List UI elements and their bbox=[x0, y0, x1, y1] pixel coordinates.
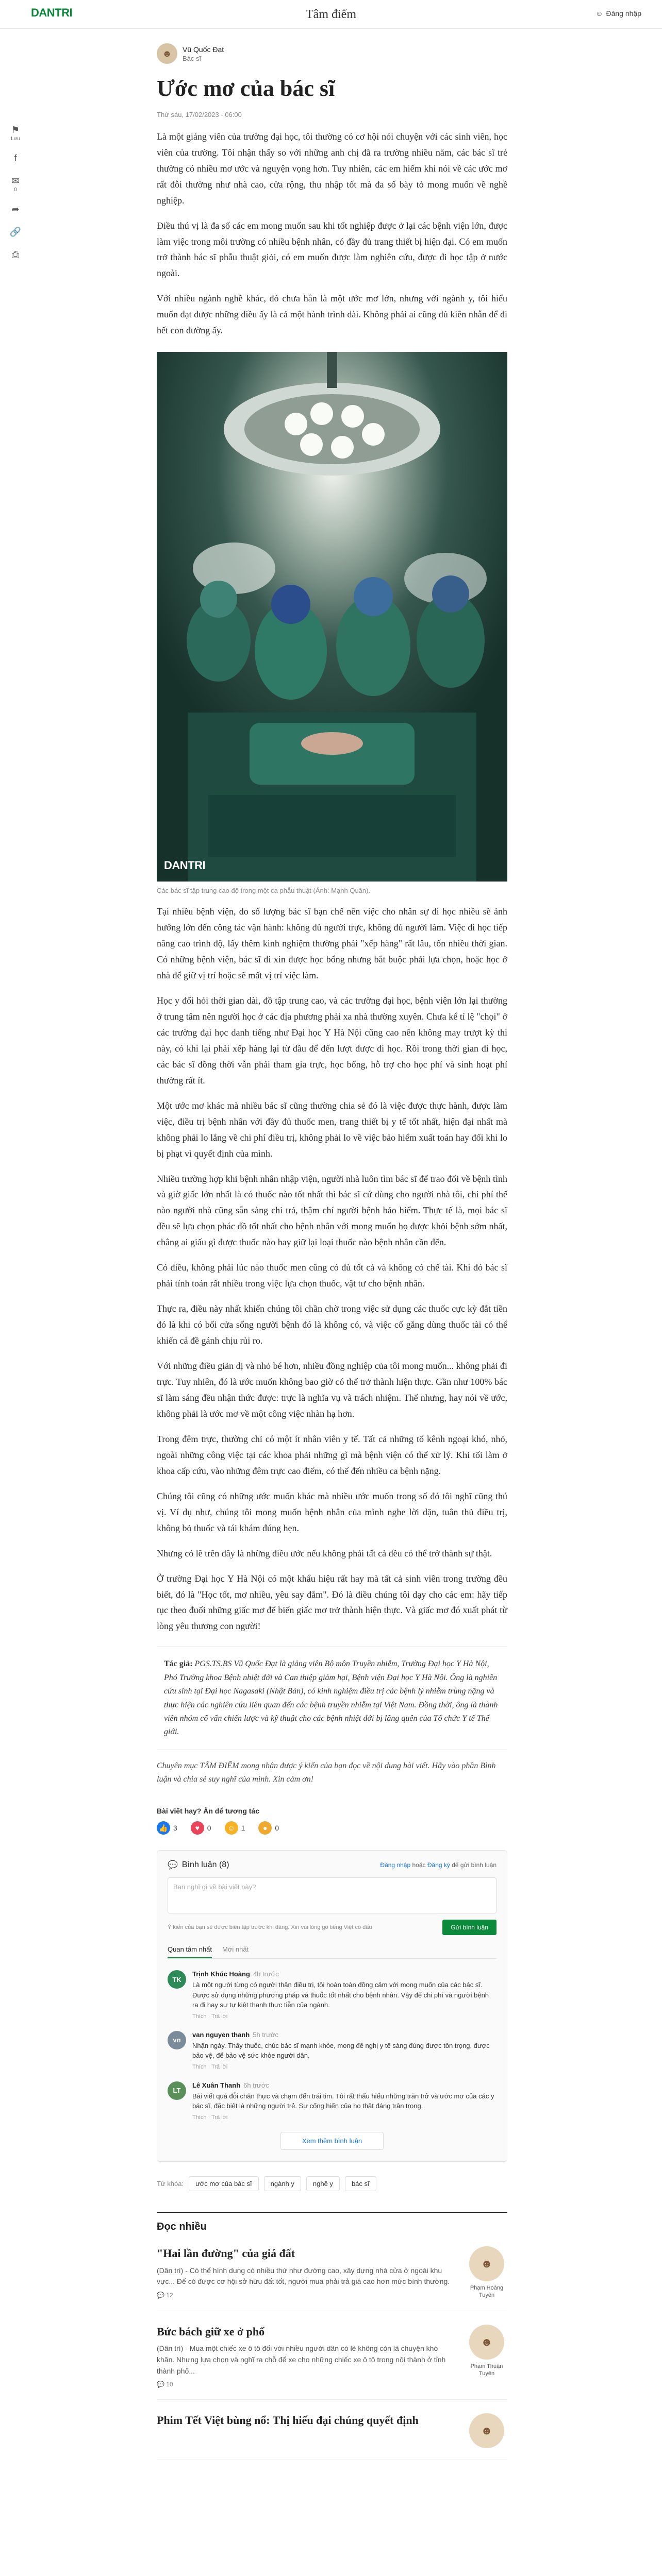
related-article[interactable] bbox=[157, 2413, 507, 2460]
comment-item bbox=[168, 2081, 496, 2121]
haha-icon: ☺ bbox=[225, 1821, 238, 1835]
comment-text: Nhận ngày. Thấy thuốc, chúc bác sĩ mạnh khỏe, mong đề nghị y tế sàng đúng được tôn trọng, được bảo vệ, để bảo vệ sức khỏe người dân. bbox=[192, 2041, 490, 2060]
comment-note: Ý kiến của bạn sẽ được biên tập trước khi đăng. Xin vui lòng gõ tiếng Việt có dấu bbox=[168, 1924, 372, 1931]
commenter-name-text: Trịnh Khúc Hoàng bbox=[192, 1970, 250, 1978]
like-count: 3 bbox=[173, 1824, 177, 1833]
facebook-share-button[interactable] bbox=[9, 152, 22, 164]
related-title[interactable]: Bức bách giữ xe ở phố bbox=[157, 2325, 265, 2338]
print-button[interactable] bbox=[9, 248, 22, 261]
closing-note: Chuyên mục TÂM ĐIỂM mong nhận được ý kiến của bạn đọc về nội dung bài viết. Hãy vào phần Bình luận và chia sẻ suy nghĩ của mình. Xin cảm ơn! bbox=[157, 1761, 496, 1784]
tag-item[interactable]: nghề y bbox=[306, 2176, 340, 2191]
tab-newest[interactable]: Mới nhất bbox=[222, 1945, 249, 1954]
share-icon: ➦ bbox=[11, 204, 20, 214]
like-reaction[interactable] bbox=[157, 1821, 177, 1835]
copy-link-button[interactable] bbox=[9, 226, 22, 238]
like-icon: 👍 bbox=[157, 1821, 170, 1835]
wow-icon: ● bbox=[258, 1821, 272, 1835]
commenter-name-text: van nguyen thanh bbox=[192, 2030, 250, 2039]
author-avatar: ☻ bbox=[157, 43, 177, 64]
or-text: hoặc bbox=[412, 1861, 426, 1869]
tags-label: Từ khóa: bbox=[157, 2179, 184, 2188]
comment-input[interactable]: Bạn nghĩ gì về bài viết này? bbox=[168, 1877, 496, 1913]
print-icon: ⎙ bbox=[11, 249, 20, 260]
heart-reaction[interactable] bbox=[191, 1821, 211, 1835]
tag-item[interactable]: ước mơ của bác sĩ bbox=[189, 2176, 259, 2191]
haha-reaction[interactable] bbox=[225, 1821, 245, 1835]
related-count-text: 12 bbox=[166, 2291, 173, 2299]
comments-register-link[interactable]: Đăng ký bbox=[427, 1861, 450, 1869]
article-paragraph: Tại nhiều bệnh viện, do số lượng bác sĩ bạn chế nên việc cho nhân sự đi học nhiều sẽ ảnh hưởng lớn đến công tác vận hành: không đủ người trực, không đủ người làm. Việc đi học tiếp nâng cao trình độ, lấy thêm kinh nghiệm thường phải "xếp hàng" rất lâu, tốn nhiều thời gian. Có những bệnh viện, bác sĩ đi xin được học bổng nhưng bắt buộc phải lựa chọn, hoặc học ở nhà để giữ vị trí hoặc sẽ mất vị trí việc làm. bbox=[157, 906, 507, 981]
related-sapo: (Dân trí) - Mua một chiếc xe ô tô đối với nhiều người dân có lẽ không còn là chuyện khó khăn. Nhưng lựa chọn và nghĩ ra chỗ để xe cho những chiếc xe ô tô trong nội thành ở tỉnh thành phố... bbox=[157, 2344, 446, 2375]
login-label: Đăng nhập bbox=[606, 9, 641, 18]
comment-time: 5h trước bbox=[253, 2030, 278, 2039]
related-comment-count: 💬 10 bbox=[157, 2381, 173, 2388]
article-paragraph: Nhiều trường hợp khi bệnh nhân nhập viện, người nhà luôn tìm bác sĩ để trao đổi về bệnh tình và giờ giấc lớn nhất là có thuốc nào tốt nhất thì bác sĩ cứ dùng cho người nhà tôi, chi phí thế nào người nhà cũng sẵn sàng chi trả, thậm chí người bệnh bảo hiểm. Thực tế là, mọi bác sĩ đều sẽ lựa chọn phác đồ tốt nhất cho bệnh nhân với mong muốn họ được khỏi bệnh sớm nhất, chẳng ai giấu gì được thuốc nào hay giữ lại loại thuốc nào bệnh nhân cần đến. bbox=[157, 1173, 507, 1248]
comment-note-row bbox=[168, 1920, 496, 1935]
comments-auth bbox=[380, 1861, 496, 1869]
wow-count: 0 bbox=[275, 1824, 279, 1833]
publish-time: Thứ sáu, 17/02/2023 - 06:00 bbox=[157, 110, 242, 118]
related-article[interactable] bbox=[157, 2325, 507, 2400]
tag-item[interactable]: ngành y bbox=[264, 2176, 301, 2191]
wow-reaction[interactable] bbox=[258, 1821, 279, 1835]
comment-icon: ✉ bbox=[11, 175, 20, 186]
article-paragraph: Với nhiều ngành nghề khác, đó chưa hẳn là một ước mơ lớn, nhưng với ngành y, tôi hiểu muốn đạt được những điều ấy là cả một hành trình dài. Không phải ai cũng đủ kiên nhẫn để đi hết con đường ấy. bbox=[157, 293, 507, 336]
article-paragraph: Nhưng có lẽ trên đây là những điều ước nếu không phải tất cả đều có thể trở thành sự thật. bbox=[157, 1548, 492, 1558]
share-count: 0 bbox=[14, 187, 17, 193]
tag-list bbox=[157, 2176, 507, 2191]
related-sapo: (Dân trí) - Có thể hình dung có nhiều thứ như đường cao, xây dựng nhà cửa ở ngoài khu vực... Để có được cơ hội sở hữu đất tốt, người mua phải trả giá cao hơn mức bình thường. bbox=[157, 2266, 450, 2286]
related-author[interactable] bbox=[466, 2325, 507, 2388]
author-name[interactable]: Vũ Quốc Đạt bbox=[183, 45, 224, 54]
section-title[interactable]: Tâm điểm bbox=[306, 8, 356, 21]
user-icon: ☺ bbox=[595, 9, 603, 18]
author-bio-label: Tác giả: bbox=[164, 1659, 193, 1669]
article-paragraph: Ở trường Đại học Y Hà Nội có một khẩu hiệu rất hay mà tất cả sinh viên trong trường đều biết, đó là "Học tốt, mơ nhiều, yêu say đắm". Đó là điều chúng tôi dạy cho các em: hãy tiếp tục theo đuổi những giấc mơ để biến giấc mơ trở thành hiện thực. Và giấc mơ đó xuất phát từ lòng yêu thương con người! bbox=[157, 1573, 507, 1632]
article-paragraph: Với những điều giản dị và nhỏ bé hơn, nhiều đồng nghiệp của tôi mong muốn... không phải đi trực. Tuy nhiên, đó là ước muốn không bao giờ có thể trở thành hiện thực. Gần như 100% bác sĩ làm sáng đều nhận thức được: trực là nghĩa vụ và trách nhiệm. Thế nhưng, hay nói về ước, không phải là ước mơ về một công việc nhàn hạ hơn. bbox=[157, 1361, 507, 1419]
comment-time: 4h trước bbox=[253, 1970, 279, 1978]
most-read-title: Đọc nhiều bbox=[157, 2212, 507, 2233]
comment-actions[interactable]: Thích · Trả lời bbox=[192, 2063, 228, 2070]
haha-count: 1 bbox=[241, 1824, 245, 1833]
tag-item[interactable]: bác sĩ bbox=[345, 2176, 376, 2191]
comment-icon: 💬 bbox=[168, 1861, 178, 1870]
commenter-name bbox=[192, 1970, 496, 1978]
related-author-name: Phạm Hoàng Tuyên bbox=[470, 2284, 504, 2299]
related-count-text: 10 bbox=[166, 2381, 173, 2388]
tab-most-interested[interactable]: Quan tâm nhất bbox=[168, 1945, 212, 1958]
reactions-bar bbox=[157, 1821, 507, 1835]
article-paragraph: Là một giảng viên của trường đại học, tôi thường có cơ hội nói chuyện với các sinh viên, học viên của trường. Tôi nhận thấy so với những anh chị đã ra trường nhiều năm, các bác sĩ trẻ thường có nhiều mơ ước và nguyện vọng hơn. Tuy nhiên, các em hiếm khi nói về các ước mơ rất đỗi thường như nhà cao, cửa rộng, thu nhập tốt mà đa số bày tỏ mong muốn về nghề nghiệp. bbox=[157, 131, 507, 206]
surgery-photo bbox=[157, 352, 507, 882]
avatar: ☻ bbox=[469, 2246, 504, 2281]
facebook-icon: f bbox=[14, 152, 17, 163]
comments-title bbox=[168, 1860, 229, 1870]
comment-time: 6h trước bbox=[243, 2081, 269, 2089]
comment-item bbox=[168, 2031, 496, 2070]
comments-header bbox=[168, 1860, 496, 1870]
reactions-title: Bài viết hay? Ấn để tương tác bbox=[157, 1807, 260, 1816]
submit-comment-button[interactable]: Gửi bình luận bbox=[442, 1920, 496, 1935]
related-author[interactable] bbox=[466, 2246, 507, 2299]
bookmark-icon: ⚑ bbox=[11, 124, 20, 135]
heart-count: 0 bbox=[207, 1824, 211, 1833]
comment-actions[interactable]: Thích · Trả lời bbox=[192, 2114, 228, 2121]
comment-item bbox=[168, 1970, 496, 2020]
article-title: Ước mơ của bác sĩ bbox=[157, 76, 335, 101]
comment-text: Bài viết quá đỗi chân thực và chạm đến trái tim. Tôi rất thấu hiểu những trăn trở và ước mơ của các y bác sĩ, đặc biệt là những người trẻ. Sự cống hiến của họ thật đáng trân trọng. bbox=[192, 2092, 494, 2110]
article-paragraph: Có điều, không phải lúc nào thuốc men cũng có đủ tốt cả và không có chế tài. Khi đó bác sĩ phải tính toán rất nhiều trong việc lựa chọn thuốc, vật tư cho bệnh nhân. bbox=[157, 1262, 507, 1289]
image-caption: Các bác sĩ tập trung cao độ trong một ca phẫu thuật (Ảnh: Mạnh Quân). bbox=[157, 887, 371, 895]
avatar: LT bbox=[168, 2081, 186, 2100]
commenter-name-text: Lê Xuân Thanh bbox=[192, 2081, 241, 2089]
save-button[interactable] bbox=[9, 124, 22, 142]
comment-text: Là một người từng có người thân điều trị, tôi hoàn toàn đồng cảm với mong muốn của các bác sĩ. Được sử dụng những phương pháp và thuốc tốt nhất cho bệnh nhân. Vậy để chi phí và người bệnh ra đi hay sự tự kiệt thanh thực tiễn của ngành. bbox=[192, 1981, 489, 2009]
related-title[interactable]: "Hai lần đường" của giá đất bbox=[157, 2246, 295, 2260]
comments-section bbox=[157, 1850, 507, 2162]
author-block[interactable] bbox=[157, 43, 507, 64]
avatar: ☻ bbox=[469, 2413, 504, 2448]
comment-button[interactable] bbox=[9, 175, 22, 193]
comment-actions[interactable]: Thích · Trả lời bbox=[192, 2013, 228, 2020]
more-comments-button[interactable]: Xem thêm bình luận bbox=[280, 2132, 384, 2150]
related-comment-count: 💬 12 bbox=[157, 2291, 173, 2299]
auth-suffix: để gửi bình luận bbox=[452, 1861, 496, 1869]
related-author[interactable] bbox=[466, 2413, 507, 2448]
article-paragraph: Chúng tôi cũng có những ước muốn khác mà nhiều ước muốn trong số đó tôi nghĩ cũng thú vị. Ví dụ như, chúng tôi mong muốn bệnh nhân của mình nghe lời dặn, tuân thủ điều trị, không bỏ thuốc và tái khám đúng hẹn. bbox=[157, 1490, 507, 1533]
article-paragraph: Một ước mơ khác mà nhiều bác sĩ cũng thường chia sẻ đó là việc được thực hành, được làm việc, điều trị bệnh nhân với đầy đủ thuốc men, trang thiết bị y tế tốt nhất, hiện đại nhất mà không phải lo lắng về chi phí điều trị, không phải lo về việc bảo hiểm xuất toán hay đối khi lo bị phạt vì quyết định của mình. bbox=[157, 1100, 507, 1159]
author-bio-text: PGS.TS.BS Vũ Quốc Đạt là giảng viên Bộ môn Truyền nhiễm, Trường Đại học Y Hà Nội, Phó Trưởng khoa Bệnh nhiệt đới và Can thiệp giảm hại, Bệnh viện Đại học Y Hà Nội. Ông là nghiên cứu sinh tại Đại học Nagasaki (Nhật Bản), có kinh nghiệm điều trị các bệnh lý nhiễm trùng nặng và thực hiện các nghiên cứu liên quan đến các bệnh truyền nhiễm tại Việt Nam. Đồng thời, ông là thành viên nhóm cố vấn chiến lược và kỹ thuật cho các bệnh nhiệt đới bị lãng quên của Tổ chức Y tế Thế giới. bbox=[164, 1659, 498, 1737]
image-watermark: DANTRI bbox=[164, 859, 206, 872]
avatar: TK bbox=[168, 1970, 186, 1989]
article-paragraph: Học y đối hỏi thời gian dài, đồ tập trung cao, và các trường đại học, bệnh viện lớn lại thường ở trung tâm nên người học ở các địa phương phải xa nhà thường xuyên. Chưa kể tỉ lệ "chọi" ở các trường đại học danh tiếng như Đại học Y Hà Nội cũng cao nên không may trượt kỳ thi này, có khi lại phải xếp hàng lại từ đầu để đến lượt được đi học. Rồi trong thời gian đi học, các bác sĩ đồng thời vẫn phải tham gia trực, học bổng, hỗ trợ cho học phí và sinh hoạt phí thường rất ít. bbox=[157, 995, 507, 1086]
avatar: ☻ bbox=[469, 2325, 504, 2360]
article-paragraph: Trong đêm trực, thường chỉ có một ít nhân viên y tế. Tất cả những tổ kênh ngoại khó, nhỏ, ngoài những công việc tại các khoa phải những gì mà bệnh viện có thể xử lý. Khi tối làm ở khoa cấp cứu, vào những đêm trực cao điểm, có thể đến nhiều ca bệnh nặng. bbox=[157, 1433, 507, 1476]
commenter-name bbox=[192, 2081, 496, 2089]
commenter-name bbox=[192, 2031, 496, 2039]
article-paragraph: Điều thú vị là đa số các em mong muốn sau khi tốt nghiệp được ở lại các bệnh viện lớn, được làm việc trong môi trường có nhiều bệnh nhân, có đầy đủ trang thiết bị hiện đại. Có em muốn trở thành bác sĩ phẫu thuật giỏi, có em muốn được làm nghiên cứu, được đi học tập ở nước ngoài. bbox=[157, 220, 507, 279]
heart-icon: ♥ bbox=[191, 1821, 204, 1835]
related-title[interactable]: Phim Tết Việt bùng nổ: Thị hiếu đại chúng quyết định bbox=[157, 2414, 419, 2427]
comment-tabs bbox=[168, 1945, 496, 1959]
author-role: Bác sĩ bbox=[183, 54, 202, 62]
comments-count: Bình luận (8) bbox=[181, 1860, 229, 1870]
top-bar bbox=[0, 0, 662, 29]
share-button[interactable] bbox=[9, 203, 22, 215]
author-bio bbox=[157, 1647, 507, 1750]
share-rail bbox=[7, 124, 24, 261]
hero-image[interactable] bbox=[157, 352, 507, 882]
comments-login-link[interactable]: Đăng nhập bbox=[380, 1861, 411, 1869]
avatar: vn bbox=[168, 2031, 186, 2049]
article bbox=[157, 36, 507, 2460]
link-icon: 🔗 bbox=[9, 226, 22, 237]
save-label: Lưu bbox=[11, 136, 20, 142]
related-article[interactable] bbox=[157, 2246, 507, 2311]
login-button[interactable] bbox=[595, 9, 641, 18]
related-author-name: Phạm Thuận Tuyên bbox=[470, 2363, 503, 2377]
article-paragraph: Thực ra, điều này nhất khiến chúng tôi chần chờ trong việc sử dụng các thuốc cực kỳ đắt tiền đó là khi có bối cửa sổng người bệnh đó là không có, và việc cố gắng dùng thuốc tài có thể khiến cả đề gánh chịu rủi ro. bbox=[157, 1303, 507, 1346]
site-logo[interactable]: DANTRI bbox=[31, 6, 73, 19]
